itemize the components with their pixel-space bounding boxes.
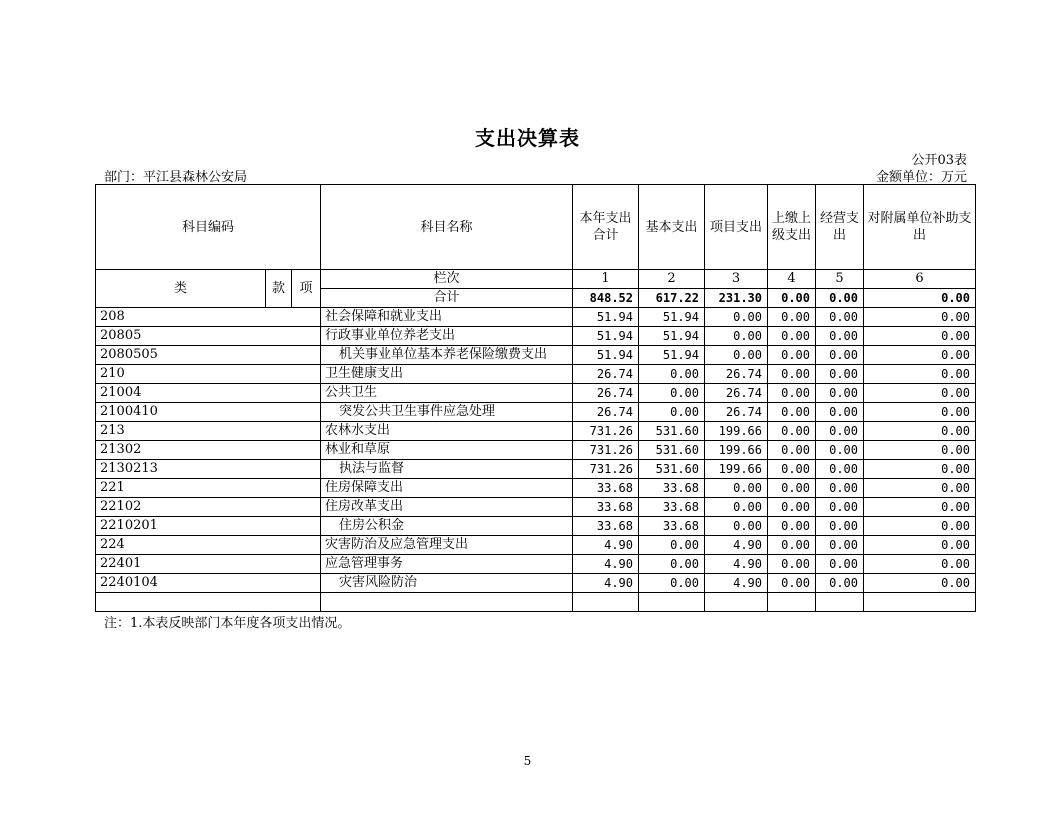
amount-cell: 0.00 [864,555,976,574]
amount-cell: 0.00 [768,346,816,365]
subject-name: 突发公共卫生事件应急处理 [321,403,573,422]
header-superior-remittance: 上缴上级支出 [768,185,816,270]
amount-cell: 0.00 [816,498,864,517]
empty-cell [573,593,639,612]
amount-cell: 0.00 [768,384,816,403]
column-number-row [96,270,976,289]
amount-cell: 0.00 [816,403,864,422]
subject-name: 住房公积金 [321,517,573,536]
amount-cell: 4.90 [573,536,639,555]
sub-header-xiang: 项 [292,270,321,308]
subject-code: 224 [96,536,321,555]
amount-cell: 33.68 [573,498,639,517]
subject-code: 20805 [96,327,321,346]
expenditure-table [95,184,976,612]
amount-cell: 0.00 [864,517,976,536]
header-project-expenditure: 项目支出 [705,185,768,270]
amount-cell: 0.00 [864,403,976,422]
subject-code: 2100410 [96,403,321,422]
amount-cell: 0.00 [768,365,816,384]
header-business-expenditure: 经营支出 [816,185,864,270]
amount-cell: 26.74 [705,403,768,422]
amount-cell: 0.00 [768,498,816,517]
empty-cell [639,593,705,612]
header-name: 科目名称 [321,185,573,270]
footnote: 注：1.本表反映部门本年度各项支出情况。 [104,616,351,631]
subject-code: 2210201 [96,517,321,536]
table-row [96,308,976,327]
amount-cell: 0.00 [864,327,976,346]
amount-cell: 0.00 [864,346,976,365]
amount-cell: 0.00 [816,574,864,593]
subject-name: 应急管理事务 [321,555,573,574]
subject-code: 22401 [96,555,321,574]
amount-cell: 0.00 [816,536,864,555]
subject-code: 221 [96,479,321,498]
sub-header-kuan: 款 [266,270,292,308]
amount-cell: 0.00 [705,327,768,346]
empty-cell [768,593,816,612]
subject-code: 2080505 [96,346,321,365]
amount-cell: 0.00 [864,460,976,479]
amount-cell: 4.90 [705,536,768,555]
amount-cell: 51.94 [639,346,705,365]
subject-code: 210 [96,365,321,384]
table-row [96,536,976,555]
amount-cell: 0.00 [816,422,864,441]
amount-cell: 0.00 [768,422,816,441]
amount-cell: 199.66 [705,422,768,441]
amount-cell: 0.00 [864,536,976,555]
amount-cell: 0.00 [639,403,705,422]
amount-cell: 26.74 [573,384,639,403]
total-value: 848.52 [573,289,639,308]
empty-cell [705,593,768,612]
column-number: 3 [705,270,768,289]
amount-cell: 33.68 [639,517,705,536]
amount-cell: 0.00 [816,308,864,327]
amount-cell: 26.74 [573,365,639,384]
subject-code: 2130213 [96,460,321,479]
amount-cell: 531.60 [639,460,705,479]
column-number: 1 [573,270,639,289]
subject-name: 机关事业单位基本养老保险缴费支出 [321,346,573,365]
table-row [96,479,976,498]
amount-cell: 4.90 [705,574,768,593]
table-row [96,441,976,460]
header-basic-expenditure: 基本支出 [639,185,705,270]
amount-cell: 26.74 [705,384,768,403]
subject-name: 林业和草原 [321,441,573,460]
amount-cell: 0.00 [864,308,976,327]
form-number: 公开03表 [911,153,967,168]
sub-header-lei: 类 [96,270,266,308]
amount-cell: 0.00 [816,384,864,403]
amount-cell: 0.00 [816,460,864,479]
subject-name: 灾害防治及应急管理支出 [321,536,573,555]
subject-name: 行政事业单位养老支出 [321,327,573,346]
amount-cell: 0.00 [864,574,976,593]
header-subsidiary-subsidy: 对附属单位补助支出 [864,185,976,270]
subject-name: 社会保障和就业支出 [321,308,573,327]
amount-cell: 33.68 [573,479,639,498]
subject-name: 灾害风险防治 [321,574,573,593]
total-value: 0.00 [768,289,816,308]
subject-code: 21004 [96,384,321,403]
header-row [96,185,976,270]
table-row [96,365,976,384]
department-label: 部门：平江县森林公安局 [104,170,248,185]
amount-cell: 199.66 [705,460,768,479]
amount-cell: 0.00 [768,574,816,593]
total-value: 617.22 [639,289,705,308]
table-row [96,498,976,517]
table-row [96,460,976,479]
amount-cell: 0.00 [768,308,816,327]
total-value: 0.00 [864,289,976,308]
amount-cell: 51.94 [573,327,639,346]
subject-code: 21302 [96,441,321,460]
amount-cell: 26.74 [705,365,768,384]
amount-cell: 33.68 [639,479,705,498]
amount-unit-label: 金额单位：万元 [875,170,967,185]
amount-cell: 731.26 [573,460,639,479]
amount-cell: 0.00 [768,536,816,555]
amount-cell: 0.00 [768,403,816,422]
amount-cell: 33.68 [639,498,705,517]
amount-cell: 531.60 [639,441,705,460]
column-number: 2 [639,270,705,289]
column-number: 4 [768,270,816,289]
header-code: 科目编码 [96,185,321,270]
amount-cell: 0.00 [816,441,864,460]
table-row [96,555,976,574]
amount-cell: 0.00 [639,555,705,574]
total-value: 0.00 [816,289,864,308]
amount-cell: 0.00 [639,365,705,384]
page-number: 5 [523,754,532,768]
subject-code: 208 [96,308,321,327]
amount-cell: 0.00 [816,555,864,574]
amount-cell: 0.00 [705,479,768,498]
amount-cell: 26.74 [573,403,639,422]
amount-cell: 531.60 [639,422,705,441]
table-row [96,346,976,365]
amount-cell: 0.00 [816,365,864,384]
page-title: 支出决算表 [475,126,580,150]
header-total-expenditure: 本年支出合计 [573,185,639,270]
amount-cell: 0.00 [639,536,705,555]
amount-cell: 199.66 [705,441,768,460]
amount-cell: 0.00 [768,441,816,460]
amount-cell: 0.00 [639,574,705,593]
amount-cell: 0.00 [639,384,705,403]
amount-cell: 0.00 [768,479,816,498]
total-label: 合计 [321,289,573,308]
amount-cell: 51.94 [639,308,705,327]
table-row [96,574,976,593]
amount-cell: 0.00 [816,346,864,365]
amount-cell: 0.00 [864,384,976,403]
subject-name: 执法与监督 [321,460,573,479]
amount-cell: 0.00 [864,479,976,498]
amount-cell: 0.00 [768,517,816,536]
empty-cell [816,593,864,612]
amount-cell: 4.90 [573,574,639,593]
empty-cell [864,593,976,612]
amount-cell: 4.90 [573,555,639,574]
amount-cell: 0.00 [705,517,768,536]
amount-cell: 0.00 [864,365,976,384]
amount-cell: 0.00 [816,327,864,346]
amount-cell: 731.26 [573,441,639,460]
amount-cell: 51.94 [573,346,639,365]
amount-cell: 0.00 [864,422,976,441]
subject-name: 住房改革支出 [321,498,573,517]
amount-cell: 0.00 [768,327,816,346]
subject-name: 公共卫生 [321,384,573,403]
amount-cell: 51.94 [573,308,639,327]
total-value: 231.30 [705,289,768,308]
table-row [96,422,976,441]
amount-cell: 4.90 [705,555,768,574]
amount-cell: 0.00 [816,479,864,498]
empty-row [96,593,976,612]
amount-cell: 0.00 [705,308,768,327]
amount-cell: 731.26 [573,422,639,441]
amount-cell: 0.00 [816,517,864,536]
empty-cell [321,593,573,612]
sub-header-lanci: 栏次 [321,270,573,289]
amount-cell: 0.00 [705,498,768,517]
table-row [96,327,976,346]
table-row [96,517,976,536]
amount-cell: 0.00 [768,460,816,479]
amount-cell: 0.00 [864,441,976,460]
table-row [96,403,976,422]
subject-code: 2240104 [96,574,321,593]
subject-name: 住房保障支出 [321,479,573,498]
subject-code: 213 [96,422,321,441]
table-row [96,384,976,403]
amount-cell: 51.94 [639,327,705,346]
amount-cell: 0.00 [864,498,976,517]
empty-cell [96,593,321,612]
subject-code: 22102 [96,498,321,517]
amount-cell: 0.00 [705,346,768,365]
subject-name: 卫生健康支出 [321,365,573,384]
column-number: 6 [864,270,976,289]
subject-name: 农林水支出 [321,422,573,441]
amount-cell: 33.68 [573,517,639,536]
amount-cell: 0.00 [768,555,816,574]
column-number: 5 [816,270,864,289]
